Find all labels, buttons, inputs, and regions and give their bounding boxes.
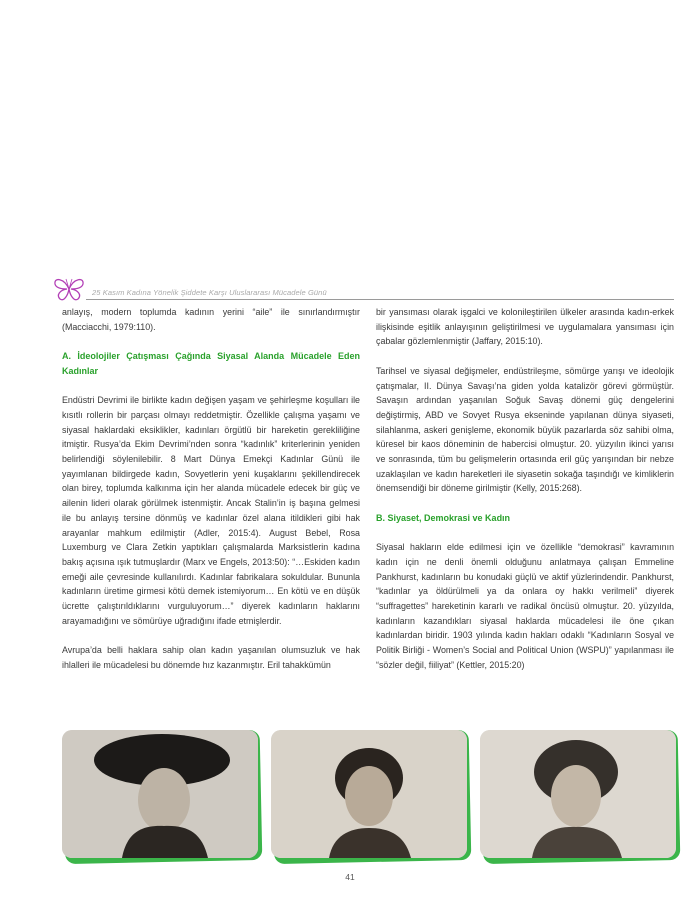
page-number: 41: [345, 872, 355, 882]
portrait-3-image: [480, 730, 676, 858]
portrait-1: [62, 730, 258, 858]
portrait-2-image: [271, 730, 467, 858]
left-column: [62, 305, 360, 673]
portrait-1-image: [62, 730, 258, 858]
section-heading-b: B. Siyaset, Demokrasi ve Kadın: [376, 512, 511, 523]
header-rule: [86, 299, 674, 300]
left-paragraph-3: Avrupa’da belli haklara sahip olan kadın yaşanılan olumsuzluk ve hak ihlalleri ile mücadelesi bu dönemde hız kazanmıştır. Eril tahakkümün: [62, 645, 360, 670]
running-header: [52, 276, 674, 302]
portrait-2: [271, 730, 467, 858]
right-paragraph-1: bir yansıması olarak işgalci ve kolonileştirilen ülkeler arasında kadın-erkek ilişkisinde eşitlik anlayışının geliştirilmesi ve uygulamalara yansıması için çabalar gözlemlenmiştir (Jaffary, 2015:10).: [376, 307, 674, 347]
right-column: [376, 305, 674, 673]
portrait-strip: [62, 730, 674, 860]
right-paragraph-3: Siyasal hakların elde edilmesi için ve özellikle “demokrasi” kavramının kadın için ne denli önemli olduğunu anlatmaya çalışan Emmeline Pankhurst, kadınların bu konudaki güçlü ve aktif yüzlerindendir. Pankhurst, “kadınlar ya öldürülmeli ya da onlara oy hakkı verilmeli” diyerek “suffragettes” hareketinin kararlı ve radikal öncüsü olmuştur. 20. yüzyılda, kadınların kazandıkları siyasal haklarda mücadelesi ile öne çıkan kadınlardan biridir. 1903 yılında kadın hakları odaklı “Kadınların Sosyal ve Politik Birliği - Women’s Social and Political Union (WSPU)” yapılanması ile “sözler değil, fiiliyat” (Kettler, 2015:20): [376, 542, 674, 670]
running-title: 25 Kasım Kadına Yönelik Şiddete Karşı Uluslararası Mücadele Günü: [92, 288, 327, 297]
right-paragraph-2: Tarihsel ve siyasal değişmeler, endüstrileşme, sömürge yarışı ve ideolojik çatışmalar, II. Dünya Savaşı’na giden yolda katalizör görevi görmüştür. Savaşın ardından yaşanılan Soğuk Savaş dönemi güç dengelerini değiştirmiş, ABD ve Sovyet Rusya ekseninde yapılanan dünya siyaseti, silahlanma, askeri genişleme, ekonomik büyük pazarlarda söz sahibi olma, küresel bir kaos döneminin de habercisi olmuştur. 20. yüzyılın ikinci yarısı ve sonrasında, tüm bu gelişmelerin ortasında eril güç yarışından bir nebze uzaklaşılan ve kadın hareketleri ile siyasetin sokağa taşındığı ve kimliklerin önemsendiği bir döneme girilmiştir (Kelly, 2015:268).: [376, 365, 674, 494]
left-paragraph-2: Endüstri Devrimi ile birlikte kadın değişen yaşam ve şehirleşme koşulları ile kısıtlı rollerin bir parçası olmayı reddetmiştir. Özellikle çalışma yaşamı ve siyasal haklardaki eksiklikler, kadınları örgütlü bir hareketin gerekliliğine itmiştir. Rusya’da Ekim Devrimi’nden sonra “kadınlık” kriterlerinin yeniden belirlendiği söylenilebilir. 8 Mart Dünya Emekçi Kadınlar Günü ile yayımlanan bildirgede kadın, Sovyetlerin yeni kuşaklarını şekillendirecek olan birey, toplumda kalkınma için her alanda mücadele edecek bir güç ve ailenin lideri olarak görülmek istenmiştir. Ancak Stalin’in iş başına gelmesi ile bu anlayış tersine dönmüş ve kadınlar özel alana itildikleri gibi hak arayanlar mahkum edilmiştir (Adler, 2015:4). August Bebel, Rosa Luxemburg ve Clara Zetkin yaptıkları çalışmalarda Marksistlerin kadına bakış açısına ışık tutmuşlardır (Marx ve Engels, 2013:50): “…Eskiden kadın emeği aile çevresinde kullanılırdı. Kadınlar fabrikalara sokuldular. Bununla kadınların üretime girmesi kötü demek istemiyorum… En kötü ve en düşük ücrette çalıştırıldıklarını vurguluyorum…” diyerek kadınların haklarını arayamadığını ve sömürüye uğradığını ifade etmişlerdir.: [62, 395, 360, 626]
portrait-3: [480, 730, 676, 858]
butterfly-icon: [52, 276, 86, 302]
section-heading-a: A. İdeolojiler Çatışması Çağında Siyasal Alanda Mücadele Eden Kadınlar: [62, 351, 360, 376]
left-paragraph-1: anlayış, modern toplumda kadının yerini “aile” ile sınırlandırmıştır (Macciacchi, 1979:110).: [62, 307, 360, 332]
